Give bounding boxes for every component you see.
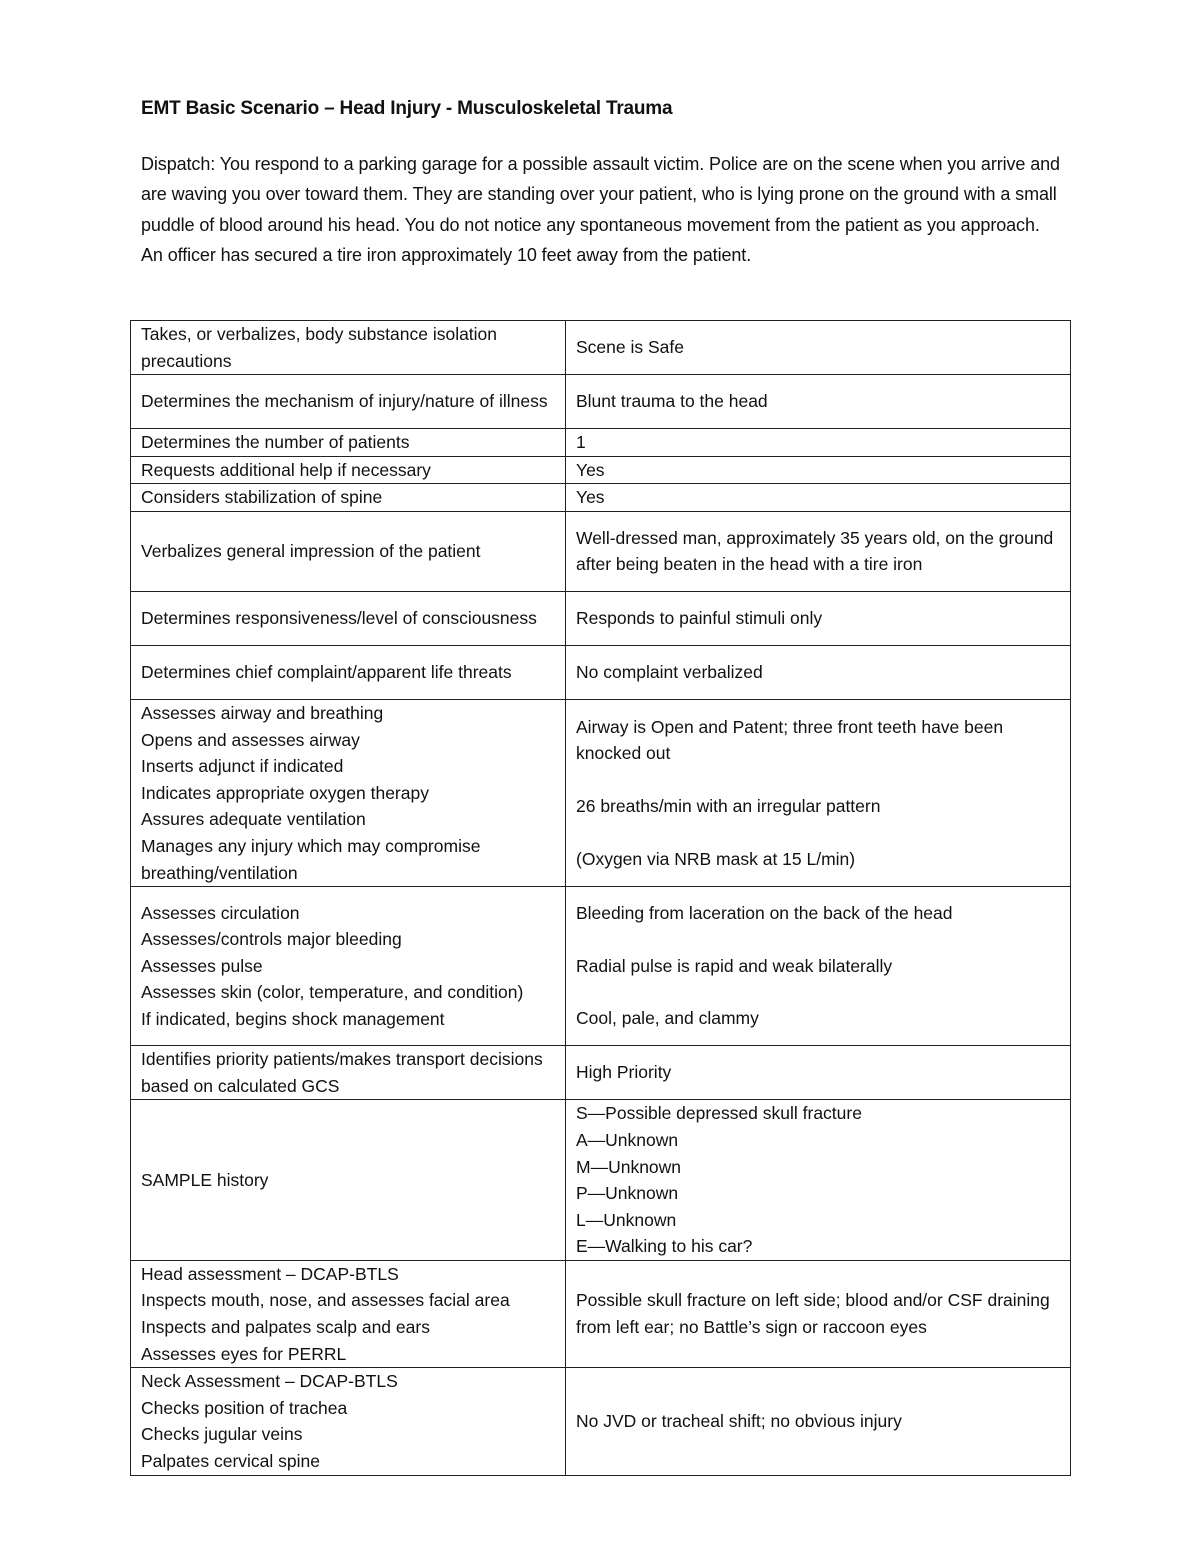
assessment-step-text: Assesses airway and breathing xyxy=(141,702,384,723)
scenario-table xyxy=(130,320,1071,1476)
assessment-step-cell xyxy=(131,1260,566,1367)
line-gap xyxy=(576,767,1060,793)
finding-cell xyxy=(566,484,1071,512)
table-row xyxy=(131,699,1071,886)
assessment-step-text: Palpates cervical spine xyxy=(141,1451,320,1472)
finding-cell xyxy=(566,375,1071,429)
assessment-step-text: Assesses eyes for PERRL xyxy=(141,1343,347,1364)
assessment-step-cell xyxy=(131,645,566,699)
finding-cell xyxy=(566,1260,1071,1367)
finding-cell xyxy=(566,511,1071,591)
finding-text: 26 breaths/min with an irregular pattern xyxy=(576,796,881,817)
line-gap xyxy=(576,820,1060,846)
assessment-step-text: Head assessment – DCAP-BTLS xyxy=(141,1263,399,1284)
assessment-step-text: SAMPLE history xyxy=(141,1169,269,1190)
assessment-step-text: Inserts adjunct if indicated xyxy=(141,756,344,777)
table-row xyxy=(131,429,1071,457)
assessment-step-text: Identifies priority patients/makes transport decisions based on calculated GCS xyxy=(141,1049,543,1096)
assessment-step-cell xyxy=(131,484,566,512)
assessment-step-text: Determines chief complaint/apparent life threats xyxy=(141,662,512,683)
assessment-step-text: Assesses/controls major bleeding xyxy=(141,929,402,950)
finding-cell xyxy=(566,1046,1071,1100)
assessment-step-cell xyxy=(131,1368,566,1475)
assessment-step-text: Requests additional help if necessary xyxy=(141,459,431,480)
assessment-step-text: Determines the mechanism of injury/nature of illness xyxy=(141,391,548,412)
finding-text: (Oxygen via NRB mask at 15 L/min) xyxy=(576,848,856,869)
assessment-step-text: Assesses pulse xyxy=(141,955,263,976)
finding-text: S—Possible depressed skull fracture xyxy=(576,1103,862,1124)
assessment-step-text: Verbalizes general impression of the patient xyxy=(141,541,481,562)
assessment-step-text: Indicates appropriate oxygen therapy xyxy=(141,782,429,803)
assessment-step-text: Assesses skin (color, temperature, and condition) xyxy=(141,982,524,1003)
finding-text: Cool, pale, and clammy xyxy=(576,1008,759,1029)
table-row xyxy=(131,511,1071,591)
line-gap xyxy=(576,927,1060,953)
finding-text: E—Walking to his car? xyxy=(576,1236,753,1257)
finding-text: L—Unknown xyxy=(576,1209,677,1230)
finding-cell xyxy=(566,456,1071,484)
finding-cell xyxy=(566,1368,1071,1475)
finding-text: Blunt trauma to the head xyxy=(576,391,768,412)
table-row xyxy=(131,484,1071,512)
finding-text: Yes xyxy=(576,459,605,480)
table-row xyxy=(131,375,1071,429)
assessment-step-text: Takes, or verbalizes, body substance isolation precautions xyxy=(141,324,498,371)
assessment-step-text: Assures adequate ventilation xyxy=(141,809,366,830)
finding-text: Airway is Open and Patent; three front teeth have been knocked out xyxy=(576,716,1004,764)
finding-text: No JVD or tracheal shift; no obvious injury xyxy=(576,1411,902,1432)
finding-text: A—Unknown xyxy=(576,1129,679,1150)
assessment-step-text: If indicated, begins shock management xyxy=(141,1009,445,1030)
assessment-step-cell xyxy=(131,699,566,886)
scenario-table-body xyxy=(131,321,1071,1476)
assessment-step-cell xyxy=(131,456,566,484)
table-row xyxy=(131,456,1071,484)
finding-text: M—Unknown xyxy=(576,1156,682,1177)
table-row xyxy=(131,887,1071,1046)
assessment-step-cell xyxy=(131,1100,566,1261)
finding-text: Scene is Safe xyxy=(576,337,684,358)
assessment-step-text: Manages any injury which may compromise breathing/ventilation xyxy=(141,835,481,883)
assessment-step-text: Determines responsiveness/level of consciousness xyxy=(141,608,537,629)
finding-text: Bleeding from laceration on the back of the head xyxy=(576,903,953,924)
assessment-step-cell xyxy=(131,887,566,1046)
table-row xyxy=(131,645,1071,699)
table-row xyxy=(131,1046,1071,1100)
line-gap xyxy=(576,979,1060,1005)
assessment-step-text: Neck Assessment – DCAP-BTLS xyxy=(141,1371,398,1392)
finding-text: Well-dressed man, approximately 35 years old, on the ground after being beaten in the head with a tire iron xyxy=(576,527,1054,575)
assessment-step-text: Inspects mouth, nose, and assesses facial area xyxy=(141,1290,510,1311)
finding-cell xyxy=(566,887,1071,1046)
finding-text: No complaint verbalized xyxy=(576,662,763,683)
assessment-step-cell xyxy=(131,591,566,645)
finding-cell xyxy=(566,699,1071,886)
assessment-step-cell xyxy=(131,429,566,457)
finding-text: P—Unknown xyxy=(576,1183,679,1204)
assessment-step-text: Determines the number of patients xyxy=(141,432,410,453)
assessment-step-cell xyxy=(131,375,566,429)
finding-text: Yes xyxy=(576,487,605,508)
assessment-step-cell xyxy=(131,321,566,375)
assessment-step-text: Opens and assesses airway xyxy=(141,729,360,750)
finding-cell xyxy=(566,429,1071,457)
assessment-step-text: Considers stabilization of spine xyxy=(141,487,383,508)
assessment-step-text: Checks position of trachea xyxy=(141,1397,348,1418)
finding-text: High Priority xyxy=(576,1062,672,1083)
assessment-step-text: Assesses circulation xyxy=(141,902,300,923)
table-row xyxy=(131,591,1071,645)
finding-text: Radial pulse is rapid and weak bilaterally xyxy=(576,955,893,976)
document-title: EMT Basic Scenario – Head Injury - Musculoskeletal Trauma xyxy=(141,98,673,119)
assessment-step-text: Inspects and palpates scalp and ears xyxy=(141,1317,430,1338)
assessment-step-cell xyxy=(131,1046,566,1100)
finding-cell xyxy=(566,645,1071,699)
table-row xyxy=(131,1100,1071,1261)
finding-cell xyxy=(566,591,1071,645)
table-row xyxy=(131,321,1071,375)
assessment-step-cell xyxy=(131,511,566,591)
finding-text: 1 xyxy=(576,432,586,453)
table-row xyxy=(131,1260,1071,1367)
dispatch-paragraph: Dispatch: You respond to a parking garage for a possible assault victim. Police are on the scene when you arrive and are waving you over toward them. They are standing over your patient, who is lying prone on the ground with a small puddle of blood around his head. You do not notice any spontaneous movement from the patient as you approach. An officer has secured a tire iron approximately 10 feet away from the patient. xyxy=(141,154,1060,265)
finding-text: Possible skull fracture on left side; blood and/or CSF draining from left ear; no Battle’s sign or raccoon eyes xyxy=(576,1290,1050,1338)
finding-cell xyxy=(566,321,1071,375)
assessment-step-text: Checks jugular veins xyxy=(141,1424,303,1445)
finding-cell xyxy=(566,1100,1071,1261)
finding-text: Responds to painful stimuli only xyxy=(576,608,823,629)
table-row xyxy=(131,1368,1071,1475)
